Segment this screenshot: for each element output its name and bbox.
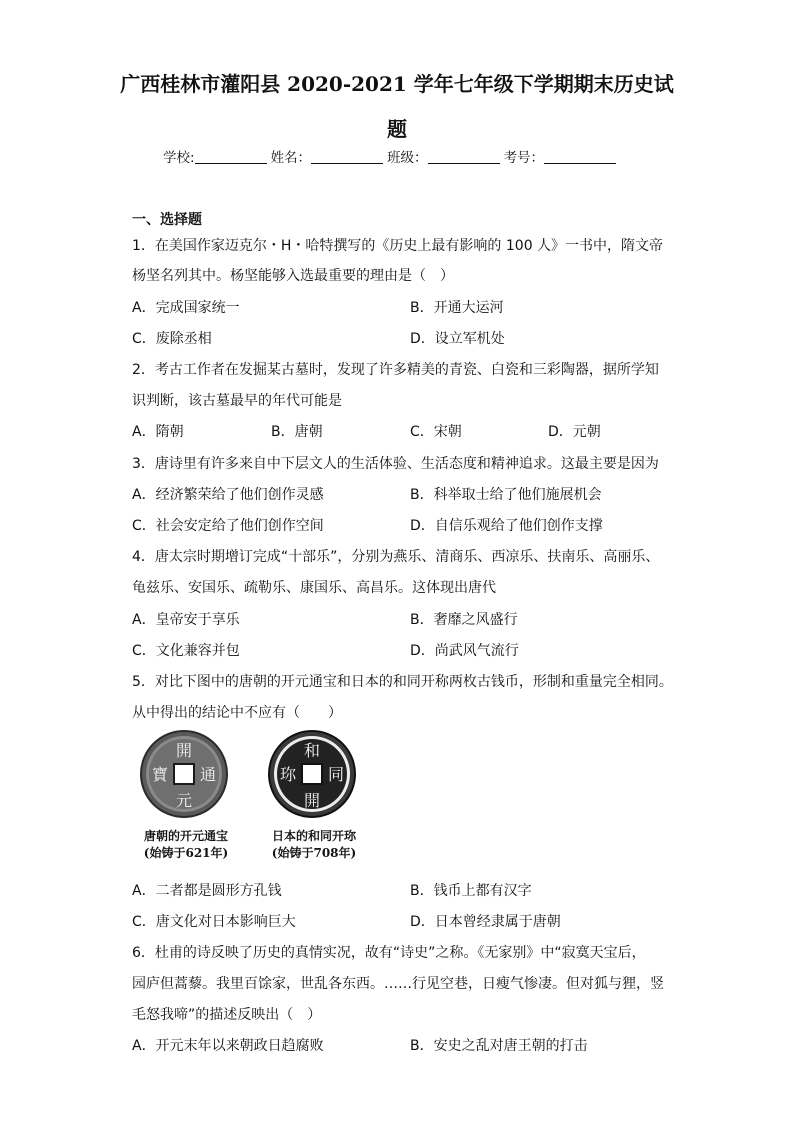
- q5-line2: 从中得出的结论中不应有（ ）: [132, 705, 342, 721]
- kaiyuan-caption: [132, 828, 240, 862]
- school-blank: [195, 149, 267, 164]
- q3-line1: 3．唐诗里有许多来自中下层文人的生活体验、生活态度和精神追求。这最主要是因为: [132, 456, 659, 472]
- id-label: 考号：: [503, 150, 545, 166]
- q6-option-b: B．安史之乱对唐王朝的打击: [410, 1038, 588, 1054]
- q3-option-b: B．科举取士给了他们施展机会: [410, 487, 602, 503]
- q6-line3: 毛怒我啼”的描述反映出（ ）: [132, 1007, 322, 1023]
- q2-line1: 2．考古工作者在发掘某古墓时，发现了许多精美的青瓷、白瓷和三彩陶器，据所学知: [132, 362, 659, 378]
- q1-line1: 1．在美国作家迈克尔・H・哈特撰写的《历史上最有影响的 100 人》一书中，隋文帝: [132, 238, 664, 254]
- student-info-row: [163, 146, 620, 166]
- section-title: 一、选择题: [132, 212, 202, 228]
- q1-option-a: A．完成国家统一: [132, 300, 240, 316]
- coin-images: [132, 728, 372, 818]
- q1-option-b: B．开通大运河: [410, 300, 504, 316]
- q5-option-a: A．二者都是圆形方孔钱: [132, 883, 282, 899]
- id-blank: [544, 149, 616, 164]
- kaiyuan-char-top: 開: [175, 741, 193, 760]
- q1-line2: 杨坚名列其中。杨坚能够入选最重要的理由是（ ）: [132, 268, 454, 284]
- q5-line1: 5．对比下图中的唐朝的开元通宝和日本的和同开称两枚古钱币，形制和重量完全相同。: [132, 674, 673, 690]
- q2-option-a: A．隋朝: [132, 424, 184, 440]
- wado-char-left: 珎: [279, 765, 297, 784]
- q5-option-b: B．钱币上都有汉字: [410, 883, 532, 899]
- class-label: 班级：: [387, 150, 428, 166]
- kaiyuan-char-left: 寶: [151, 765, 169, 784]
- q2-option-d: D．元朝: [548, 424, 601, 440]
- q4-option-c: C．文化兼容并包: [132, 643, 240, 659]
- wado-char-right: 同: [327, 765, 345, 784]
- q3-option-d: D．自信乐观给了他们创作支撑: [410, 518, 603, 534]
- q1-option-c: C．废除丞相: [132, 331, 212, 347]
- wado-caption-name: 日本的和同开珎: [271, 829, 356, 843]
- q3-option-c: C．社会安定给了他们创作空间: [132, 518, 324, 534]
- wado-char-bottom: 開: [303, 791, 321, 810]
- q1-option-d: D．设立军机处: [410, 331, 505, 347]
- class-blank: [428, 149, 500, 164]
- name-blank: [311, 149, 383, 164]
- page-title-line1: 广西桂林市灌阳县 2020-2021 学年七年级下学期期末历史试: [120, 72, 674, 96]
- q5-option-c: C．唐文化对日本影响巨大: [132, 914, 296, 930]
- q6-line2: 园庐但蒿藜。我里百馀家，世乱各东西。……行见空巷，日瘦气惨凄。但对狐与狸，竖: [132, 976, 664, 992]
- q4-option-a: A．皇帝安于享乐: [132, 612, 240, 628]
- q4-option-b: B．奢靡之风盛行: [410, 612, 518, 628]
- page-title-line2: 题: [387, 117, 407, 141]
- kaiyuan-tongbao-coin: [141, 731, 227, 817]
- kaiyuan-caption-name: 唐朝的开元通宝: [143, 829, 228, 843]
- q2-option-b: B．唐朝: [271, 424, 323, 440]
- q2-option-c: C．宋朝: [410, 424, 462, 440]
- school-label: 学校:: [163, 150, 195, 166]
- wado-caption: [260, 828, 368, 862]
- wado-char-top: 和: [303, 741, 321, 760]
- kaiyuan-char-bottom: 元: [175, 791, 193, 810]
- q4-line1: 4．唐太宗时期增订完成“十部乐”，分别为燕乐、清商乐、西凉乐、扶南乐、高丽乐、: [132, 549, 660, 565]
- q6-line1: 6．杜甫的诗反映了历史的真情实况，故有“诗史”之称。《无家别》中“寂寞天宝后，: [132, 945, 646, 961]
- kaiyuan-caption-date: (始铸于621年): [143, 846, 229, 860]
- wado-kaichin-coin: [269, 731, 355, 817]
- wado-caption-date: (始铸于708年): [271, 846, 357, 860]
- q4-option-d: D．尚武风气流行: [410, 643, 519, 659]
- q6-option-a: A．开元末年以来朝政日趋腐败: [132, 1038, 324, 1054]
- q5-option-d: D．日本曾经隶属于唐朝: [410, 914, 561, 930]
- q4-line2: 龟兹乐、安国乐、疏勒乐、康国乐、高昌乐。这体现出唐代: [132, 580, 496, 596]
- coin-comparison-figure: [132, 728, 372, 868]
- name-label: 姓名：: [270, 150, 312, 166]
- q2-line2: 识判断，该古墓最早的年代可能是: [132, 393, 342, 409]
- kaiyuan-char-right: 通: [199, 765, 217, 784]
- q3-option-a: A．经济繁荣给了他们创作灵感: [132, 487, 324, 503]
